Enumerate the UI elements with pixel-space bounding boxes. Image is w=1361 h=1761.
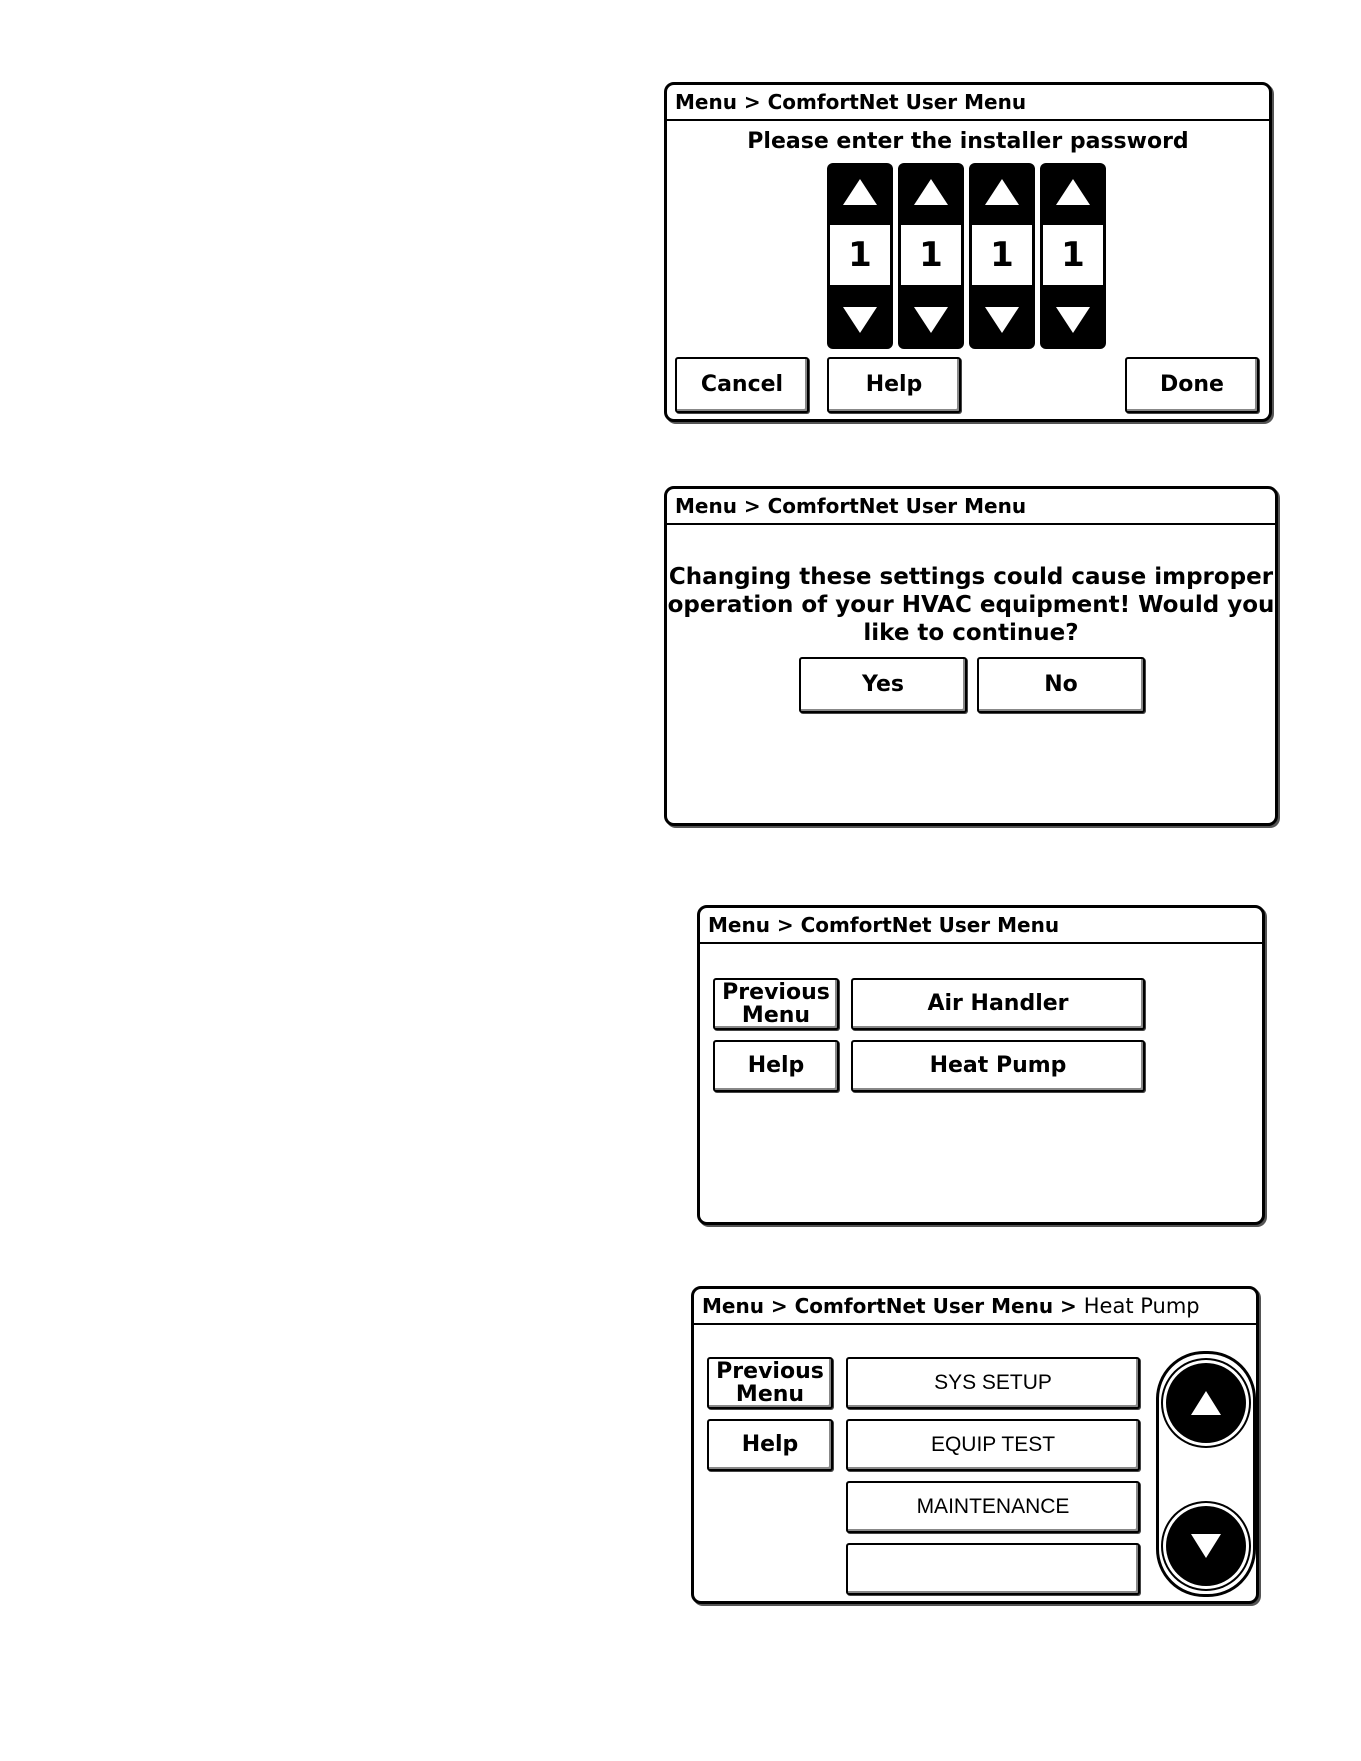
digit-4-value: 1 <box>1043 225 1103 285</box>
done-button[interactable]: Done <box>1125 357 1259 413</box>
warning-line-3: like to continue? <box>863 620 1079 646</box>
triangle-up-icon <box>843 179 877 205</box>
help-button[interactable]: Help <box>713 1040 839 1092</box>
no-button[interactable]: No <box>977 657 1145 713</box>
scroll-down-button[interactable] <box>1166 1506 1246 1586</box>
breadcrumb-text: Menu > ComfortNet User Menu <box>675 90 1027 114</box>
breadcrumb <box>694 1289 1256 1325</box>
menu-item-maintenance[interactable]: MAINTENANCE <box>846 1481 1140 1533</box>
digit-4-up-button[interactable] <box>1040 163 1106 221</box>
triangle-up-icon <box>1056 179 1090 205</box>
triangle-down-icon <box>914 307 948 333</box>
triangle-down-icon <box>985 307 1019 333</box>
triangle-down-icon <box>1191 1534 1221 1558</box>
digit-column-3 <box>969 163 1035 349</box>
digit-1-value: 1 <box>830 225 890 285</box>
password-prompt: Please enter the installer password <box>747 129 1189 154</box>
menu-item-air-handler[interactable]: Air Handler <box>851 978 1145 1030</box>
previous-menu-label-2: Menu <box>741 1003 811 1028</box>
menu-item-empty[interactable] <box>846 1543 1140 1595</box>
triangle-down-icon <box>843 307 877 333</box>
yes-button[interactable]: Yes <box>799 657 967 713</box>
triangle-up-icon <box>985 179 1019 205</box>
breadcrumb-text: Menu > ComfortNet User Menu <box>708 913 1060 937</box>
cancel-button[interactable]: Cancel <box>675 357 809 413</box>
menu-item-equip-test[interactable]: EQUIP TEST <box>846 1419 1140 1471</box>
menu-item-heat-pump[interactable]: Heat Pump <box>851 1040 1145 1092</box>
digit-3-value: 1 <box>972 225 1032 285</box>
help-button[interactable]: Help <box>827 357 961 413</box>
digit-column-1 <box>827 163 893 349</box>
menu-item-sys-setup[interactable]: SYS SETUP <box>846 1357 1140 1409</box>
password-screen <box>664 82 1272 422</box>
breadcrumb <box>667 85 1269 121</box>
digit-3-up-button[interactable] <box>969 163 1035 221</box>
breadcrumb <box>667 489 1275 525</box>
previous-menu-label-1: Previous <box>722 979 830 1005</box>
digit-4-down-button[interactable] <box>1040 291 1106 349</box>
warning-line-1: Changing these settings could cause improper <box>668 564 1274 590</box>
digit-column-4 <box>1040 163 1106 349</box>
previous-menu-button[interactable] <box>713 978 839 1030</box>
warning-screen <box>664 486 1278 826</box>
help-button[interactable]: Help <box>707 1419 833 1471</box>
heat-pump-menu-screen <box>691 1286 1259 1604</box>
digit-1-up-button[interactable] <box>827 163 893 221</box>
previous-menu-label-2: Menu <box>735 1382 805 1407</box>
digit-1-down-button[interactable] <box>827 291 893 349</box>
digit-column-2 <box>898 163 964 349</box>
warning-message <box>667 563 1275 647</box>
digit-2-up-button[interactable] <box>898 163 964 221</box>
comfortnet-menu-screen <box>697 905 1265 1225</box>
triangle-down-icon <box>1056 307 1090 333</box>
scroll-track <box>1156 1351 1256 1597</box>
scroll-up-button[interactable] <box>1166 1363 1246 1443</box>
warning-line-2: operation of your HVAC equipment! Would you <box>667 592 1275 618</box>
breadcrumb <box>700 908 1262 944</box>
breadcrumb-current: Heat Pump <box>1083 1294 1200 1318</box>
digit-2-down-button[interactable] <box>898 291 964 349</box>
breadcrumb-prefix: Menu > ComfortNet User Menu > <box>702 1294 1077 1318</box>
digit-2-value: 1 <box>901 225 961 285</box>
digit-3-down-button[interactable] <box>969 291 1035 349</box>
triangle-up-icon <box>914 179 948 205</box>
previous-menu-label-1: Previous <box>716 1358 824 1384</box>
previous-menu-button[interactable] <box>707 1357 833 1409</box>
breadcrumb-text: Menu > ComfortNet User Menu <box>675 494 1027 518</box>
triangle-up-icon <box>1191 1391 1221 1415</box>
